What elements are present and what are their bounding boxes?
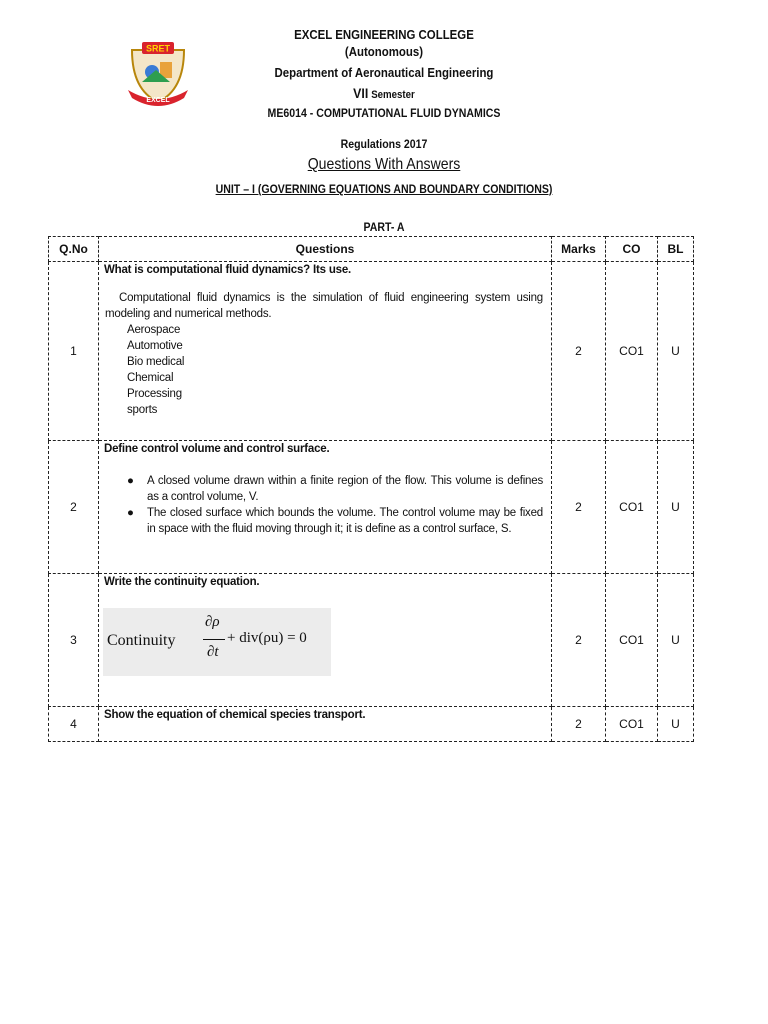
- co-value: CO1: [606, 574, 658, 707]
- answer-body: [99, 473, 551, 537]
- question-title: Write the continuity equation.: [104, 576, 260, 588]
- document-title: Questions With Answers: [307, 156, 461, 173]
- question-number: 3: [49, 574, 99, 707]
- course-title: ME6014 - COMPUTATIONAL FLUID DYNAMICS: [267, 106, 501, 120]
- equation-numerator: ∂ρ: [205, 614, 220, 630]
- equation-rest: + div(ρu) = 0: [227, 630, 307, 646]
- uses-list: [127, 322, 551, 418]
- semester-roman: VII: [353, 85, 369, 101]
- answer-body: [99, 290, 551, 418]
- answer-text: Computational fluid dynamics is the simulation of fluid engineering system using modeling and numerical methods.: [105, 292, 543, 320]
- logo-top-text: SRET: [145, 43, 171, 54]
- bullet-text: A closed volume drawn within a finite region of the flow. This volume is defines as a control volume, V.: [147, 475, 543, 503]
- question-title: What is computational fluid dynamics? Its use.: [104, 264, 352, 276]
- marks-value: 2: [552, 574, 606, 707]
- table-header-row: [49, 237, 694, 262]
- list-item: sports: [127, 404, 158, 416]
- question-cell: [99, 262, 552, 441]
- co-value: CO1: [606, 262, 658, 441]
- question-cell: [99, 574, 552, 707]
- questions-table: [48, 236, 694, 742]
- header-co: CO: [606, 237, 658, 262]
- list-item: Automotive: [127, 340, 183, 352]
- list-item: Chemical: [127, 372, 174, 384]
- department-name: Department of Aeronautical Engineering: [274, 65, 494, 80]
- marks-value: 2: [552, 441, 606, 574]
- table-row: [49, 441, 694, 574]
- equation-label: Continuity: [107, 632, 176, 649]
- question-cell: [99, 707, 552, 742]
- question-cell: [99, 441, 552, 574]
- regulations: Regulations 2017: [340, 137, 428, 151]
- semester-label: [46, 85, 722, 101]
- table-row: [49, 262, 694, 441]
- list-item: Aerospace: [127, 324, 181, 336]
- co-value: CO1: [606, 441, 658, 574]
- equation-denominator: ∂t: [207, 644, 219, 660]
- table-row: [49, 574, 694, 707]
- marks-value: 2: [552, 262, 606, 441]
- bl-value: U: [658, 574, 694, 707]
- part-label: PART- A: [363, 220, 405, 234]
- question-number: 2: [49, 441, 99, 574]
- list-item: Processing: [127, 388, 182, 400]
- bl-value: U: [658, 707, 694, 742]
- header-marks: Marks: [552, 237, 606, 262]
- question-title: Define control volume and control surface.: [104, 443, 330, 455]
- header-bl: BL: [658, 237, 694, 262]
- marks-value: 2: [552, 707, 606, 742]
- bullet-item: [99, 473, 543, 505]
- fraction-bar: [203, 639, 225, 640]
- autonomous-label: (Autonomous): [344, 44, 424, 59]
- bl-value: U: [658, 441, 694, 574]
- table-row: [49, 707, 694, 742]
- semester-word: Semester: [371, 89, 415, 101]
- bullet-text: The closed surface which bounds the volume. The control volume may be fixed in space with the fluid moving through it; it is define as a control surface, S.: [147, 507, 543, 535]
- list-item: Bio medical: [127, 356, 185, 368]
- bl-value: U: [658, 262, 694, 441]
- bullet-icon: ●: [127, 507, 134, 519]
- logo-bottom-text: EXCEL: [146, 97, 170, 104]
- continuity-equation-image: [103, 608, 331, 676]
- header-qno: Q.No: [49, 237, 99, 262]
- header-questions: Questions: [99, 237, 552, 262]
- bullet-icon: ●: [127, 475, 134, 487]
- bullet-item: [99, 505, 543, 537]
- question-title: Show the equation of chemical species transport.: [104, 709, 366, 721]
- co-value: CO1: [606, 707, 658, 742]
- unit-title: UNIT – I (GOVERNING EQUATIONS AND BOUNDARY CONDITIONS): [215, 182, 553, 196]
- question-number: 4: [49, 707, 99, 742]
- question-number: 1: [49, 262, 99, 441]
- college-name: EXCEL ENGINEERING COLLEGE: [294, 27, 474, 42]
